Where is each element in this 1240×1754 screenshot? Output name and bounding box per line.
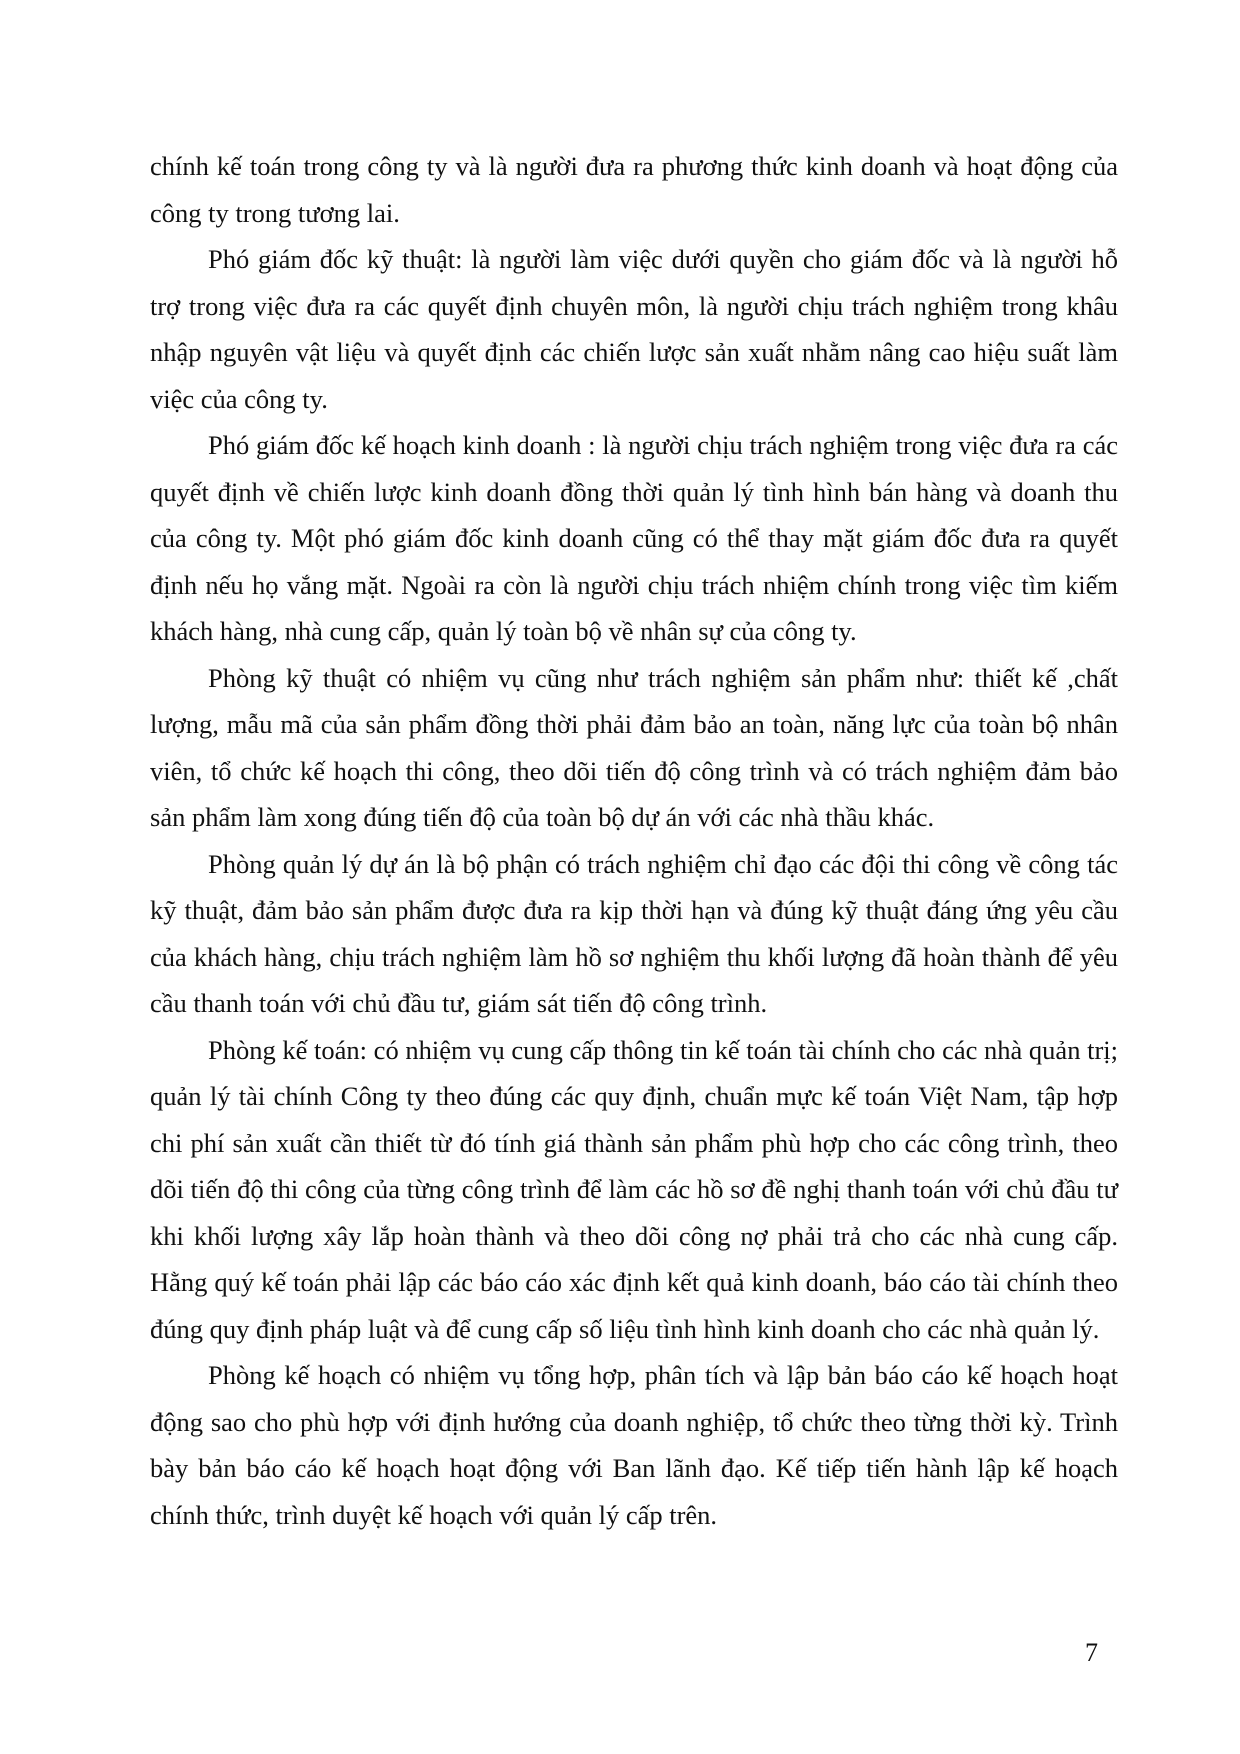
body-text: [150, 143, 1118, 1538]
page-number: 7: [1085, 1638, 1098, 1667]
paragraph-planning-department: Phòng kế hoạch có nhiệm vụ tổng hợp, phân tích và lập bản báo cáo kế hoạch hoạt động sao cho phù hợp với định hướng của doanh nghiệp, tổ chức theo từng thời kỳ. Trình bày bản báo cáo kế hoạch hoạt động với Ban lãnh đạo. Kế tiếp tiến hành lập kế hoạch chính thức, trình duyệt kế hoạch với quản lý cấp trên.: [150, 1360, 1118, 1530]
paragraph-accounting-department: Phòng kế toán: có nhiệm vụ cung cấp thông tin kế toán tài chính cho các nhà quản trị; quản lý tài chính Công ty theo đúng các quy định, chuẩn mực kế toán Việt Nam, tập hợp chi phí sản xuất cần thiết từ đó tính giá thành sản phẩm phù hợp cho các công trình, theo dõi tiến độ thi công của từng công trình để làm các hồ sơ đề nghị thanh toán với chủ đầu tư khi khối lượng xây lắp hoàn thành và theo dõi công nợ phải trả cho các nhà cung cấp. Hằng quý kế toán phải lập các báo cáo xác định kết quả kinh doanh, báo cáo tài chính theo đúng quy định pháp luật và để cung cấp số liệu tình hình kinh doanh cho các nhà quản lý.: [150, 1034, 1118, 1344]
paragraph-project-management: Phòng quản lý dự án là bộ phận có trách nghiệm chỉ đạo các đội thi công về công tác kỹ thuật, đảm bảo sản phẩm được đưa ra kịp thời hạn và đúng kỹ thuật đáng ứng yêu cầu của khách hàng, chịu trách nghiệm làm hồ sơ nghiệm thu khối lượng đã hoàn thành để yêu cầu thanh toán với chủ đầu tư, giám sát tiến độ công trình.: [150, 848, 1118, 1018]
paragraph-continuation: chính kế toán trong công ty và là người đưa ra phương thức kinh doanh và hoạt động của công ty trong tương lai.: [150, 151, 1118, 228]
paragraph-technical-department: Phòng kỹ thuật có nhiệm vụ cũng như trách nghiệm sản phẩm như: thiết kế ,chất lượng, mẫu mã của sản phẩm đồng thời phải đảm bảo an toàn, năng lực của toàn bộ nhân viên, tổ chức kế hoạch thi công, theo dõi tiến độ công trình và có trách nghiệm đảm bảo sản phẩm làm xong đúng tiến độ của toàn bộ dự án với các nhà thầu khác.: [150, 662, 1118, 832]
paragraph-deputy-technical-director: Phó giám đốc kỹ thuật: là người làm việc dưới quyền cho giám đốc và là người hỗ trợ trong việc đưa ra các quyết định chuyên môn, là người chịu trách nghiệm trong khâu nhập nguyên vật liệu và quyết định các chiến lược sản xuất nhằm nâng cao hiệu suất làm việc của công ty.: [150, 244, 1118, 414]
paragraph-deputy-business-director: Phó giám đốc kế hoạch kinh doanh : là người chịu trách nghiệm trong việc đưa ra các quyết định về chiến lược kinh doanh đồng thời quản lý tình hình bán hàng và doanh thu của công ty. Một phó giám đốc kinh doanh cũng có thể thay mặt giám đốc đưa ra quyết định nếu họ vắng mặt. Ngoài ra còn là người chịu trách nhiệm chính trong việc tìm kiếm khách hàng, nhà cung cấp, quản lý toàn bộ về nhân sự của công ty.: [150, 430, 1118, 646]
